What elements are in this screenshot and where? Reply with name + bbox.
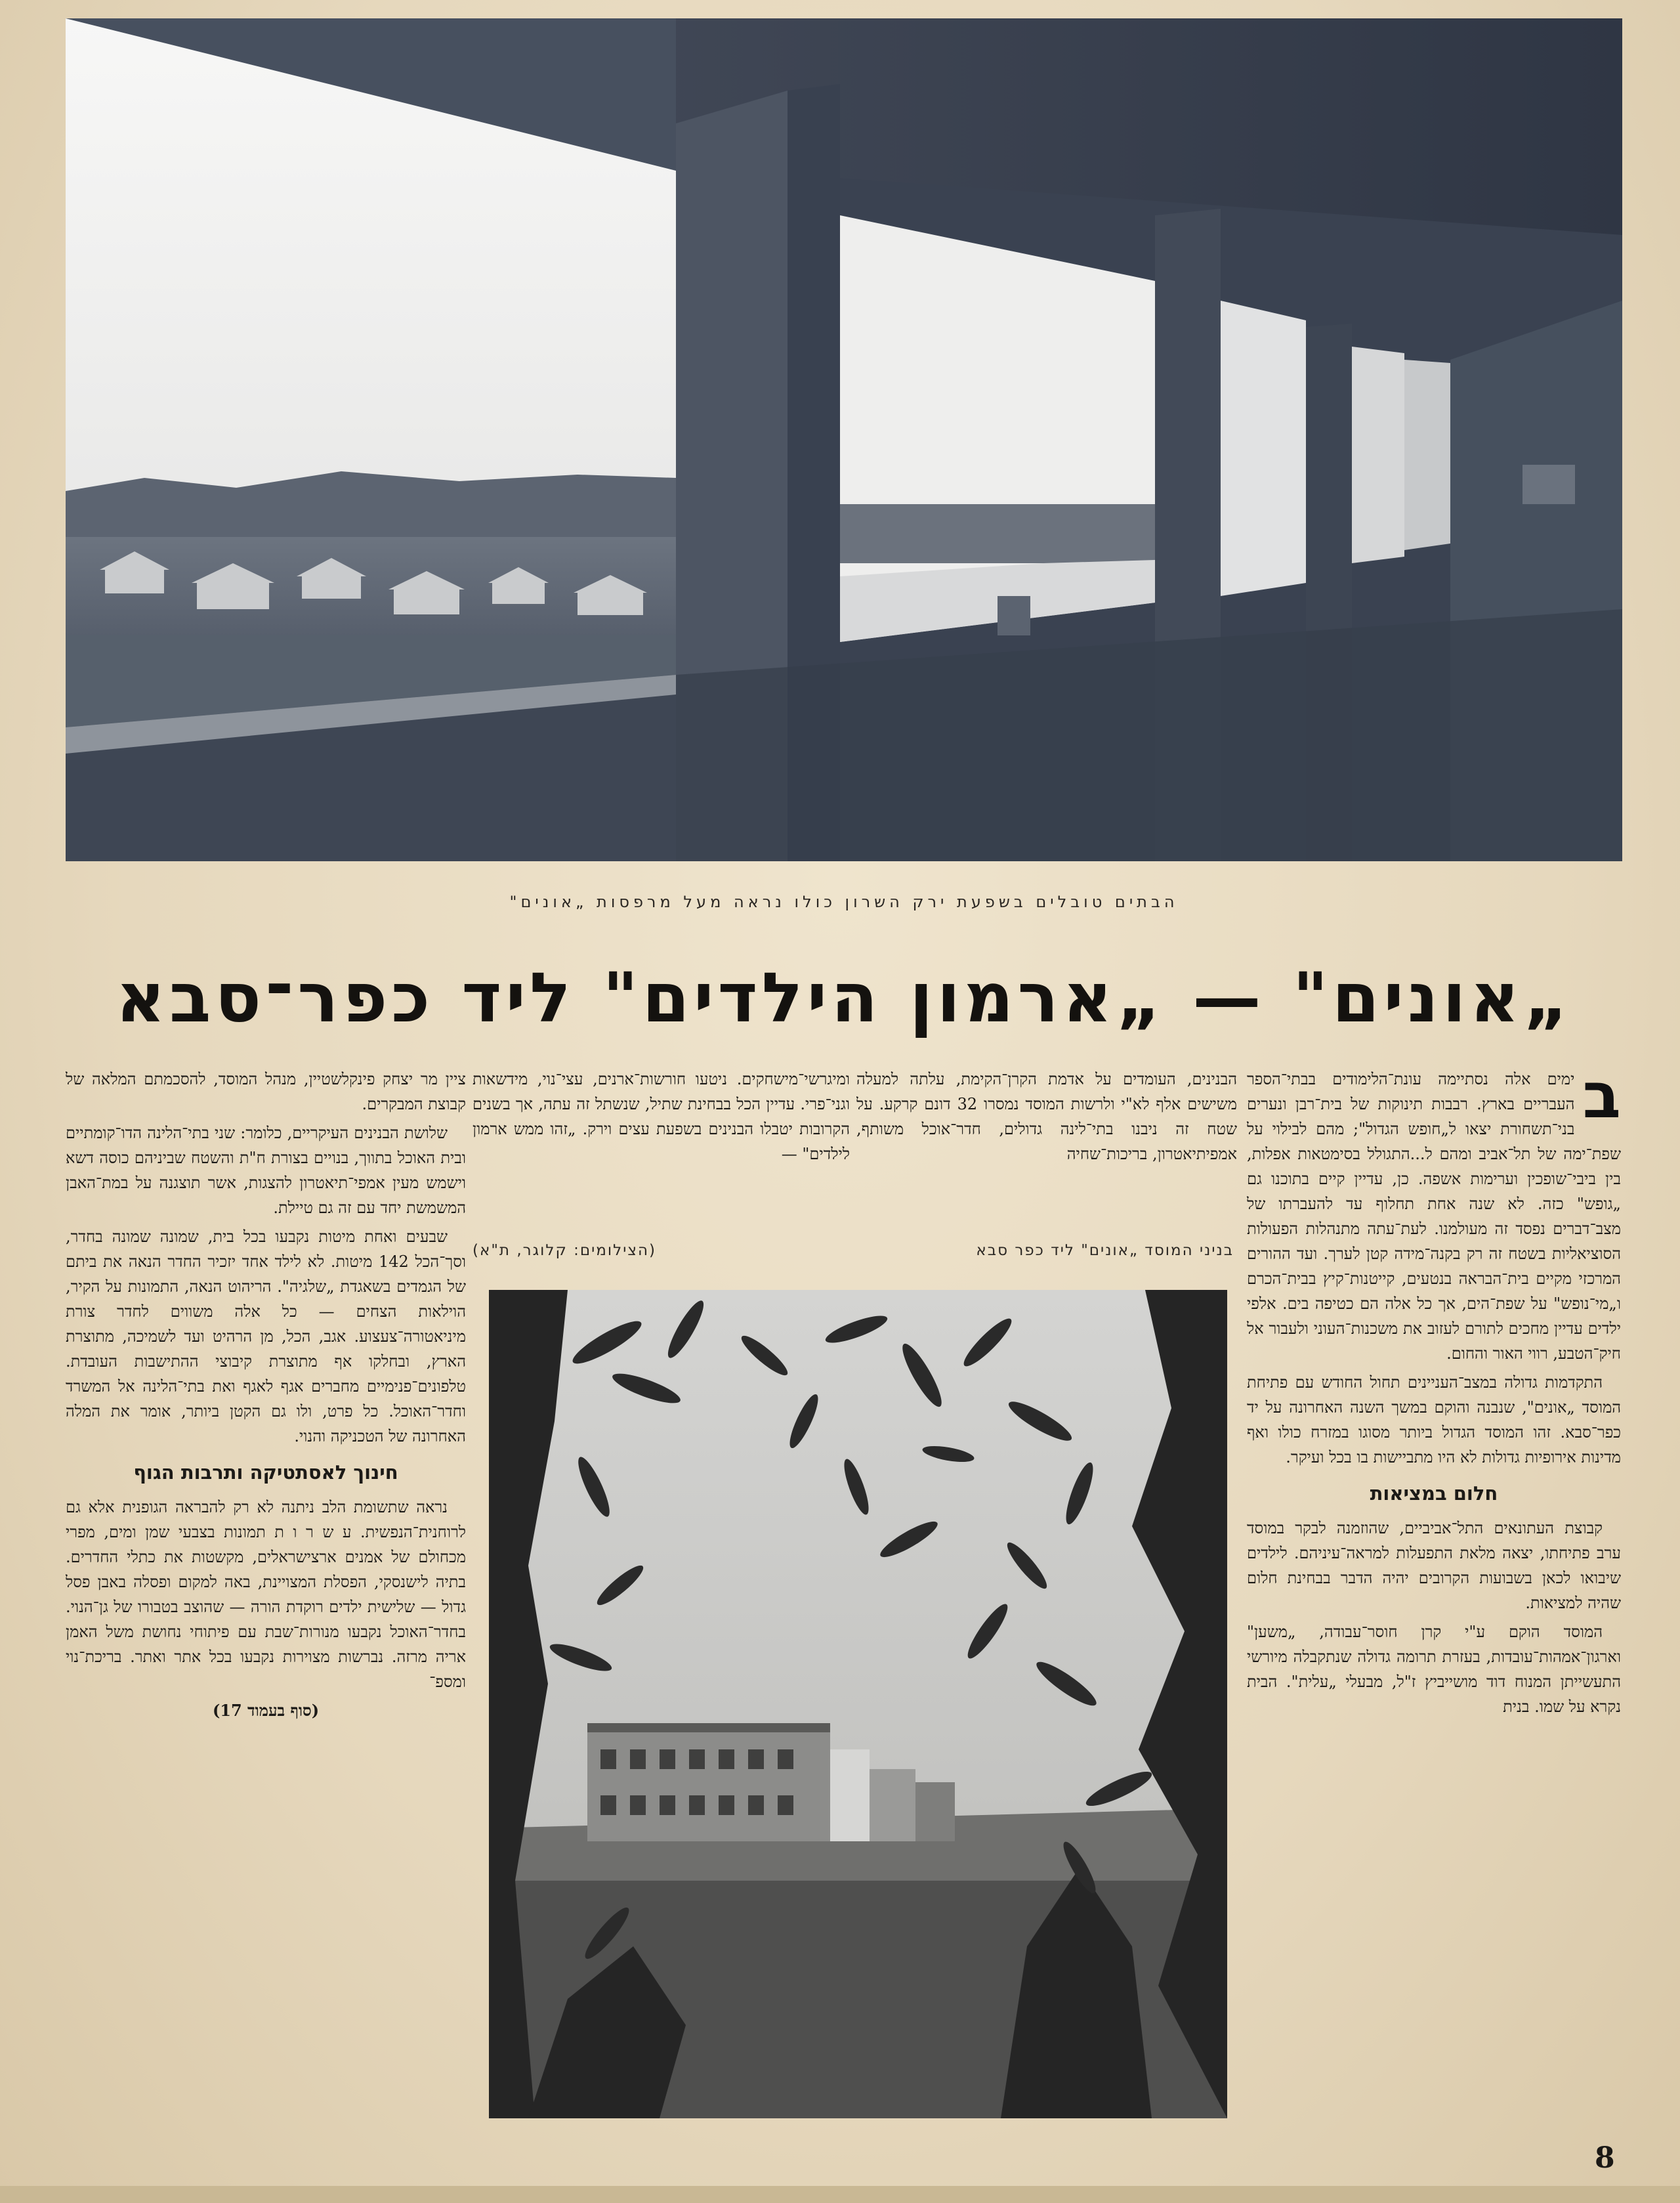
column2-paragraph-1: הבנינים, העומדים על אדמת הקרן־הקימת, עלתה למעלה משישים אלף לא"י ולרשות המוסד נמסרו 32 דונם קרקע. על שטח זה ניבנו בתי־לינה גדולים, חדר־אוכל משותף, אמפיתיאטרון, בריכות־שחיה xyxy=(856,1070,1237,1163)
continued-note: (סוף בעמוד 17) xyxy=(212,1701,320,1720)
column1-paragraph-2: התקדמות גדולה במצב־העניינים תחול החודש עם פתיחת המוסד „אונים", שנבנה והוקם במשך השנה האחרונה על יד כפר־סבא. זהו המוסד הגדול ביותר מסוגו במזרח כולו ואף מדינות אירופיות גדולות לא היו מתביישות בו בכל ועיקר. xyxy=(1247,1373,1621,1466)
article-column-3 xyxy=(472,1067,850,1211)
mid-photo-caption: בניני המוסד „אונים" ליד כפר סבא xyxy=(976,1242,1234,1259)
balcony-photo xyxy=(66,18,1622,861)
photo-credit: (הצילומים: קלוגר, ת"א) xyxy=(472,1242,656,1259)
article-column-1 xyxy=(1247,1067,1621,2124)
mid-photo-caption-row xyxy=(472,1242,1234,1266)
column1-paragraph-4: המוסד הוקם ע"י קרן חוסר־עבודה, „משען" וארגון־אמהות־עובדות, בעזרת תרומה גדולה שנתקבלה מיורשי התעשייתן המנוח דוד מושייביץ ז"ל, מבעלי „עלית". הבית נקרא על שמו. בנית xyxy=(1247,1623,1621,1716)
subheading-aesthetics: חינוך לאסתטיקה ותרבות הגוף xyxy=(133,1461,398,1484)
column3-paragraph-1: ומיגרשי־מישחקים. ניטעו חורשות־ארנים, עצי־נוי, מידשאות וגני־פרי. עדיין הכל בבחינת שתיל, שנשתל זה עתה, אך בשנים הקרובות יטבלו הבנינים בשפעת עצים וירק. „זהו ממש ארמון לילדים" — xyxy=(472,1070,850,1163)
article-column-4 xyxy=(66,1067,466,2130)
article-column-2 xyxy=(856,1067,1237,1211)
page-number: 8 xyxy=(1595,2141,1615,2175)
column4-paragraph-1: ציין מר יצחק פינקלשטיין, מנהל המוסד, להסכמתם המלאה של קבוצת המבקרים. xyxy=(66,1070,466,1113)
column4-paragraph-4: נראה שתשומת הלב ניתנה לא רק להבראה הגופנית אלא גם לרוחנית־הנפשית. ע ש ר ו ת תמונות בצבעי שמן ומים, מפרי מכחולם של אמנים ארצישראלים, מקשטות את כתלי החדרים. בתיה לישנסקי, הפסלת המצויינת, באה למקום ופסלה באבן פסל גדול — שלישית ילדים רוקדת הורה — שהוצב בטבורו של גן־הנוי. בחדר־האוכל נקבעו מנורות־שבת עם פיתוחי נחושת משל האמן אריה מרזה. נברשות מצוירות נקבעו בכל אתר ואתר. בריכת־נוי ומספ־ xyxy=(66,1498,466,1691)
column4-paragraph-3: שבעים ואחת מיטות נקבעו בכל בית, שמונה שמונה בחדר, וסך־הכל 142 מיטות. לא לילד אחד יזכיר החדר הנאה את ביתם של הגמדים בשאגדת „שלגיה". הריהוט הנאה, התמונות על הקיר, הוילאות הצחים — כל אלה משווים לחדר צורת מיניאטורה־צעצוע. אגב, הכל, מן הרהיט ועד לשמיכה, מתוצרת הארץ, ובחלקו אף מתוצרת קיבוצי ההתישבות העובדת. טלפונים־פנימיים מחברים אגף לאגף ואת בתי־הלינה אל המשרד וחדר־האוכל. כל פרט, ולו גם הקטן ביותר, אומר את המלה האחרונה של הטכניקה והנוי. xyxy=(66,1228,466,1445)
subheading-dream: חלום במציאות xyxy=(1370,1482,1498,1505)
column1-paragraph-1: ימים אלה נסתיימה עונת־הלימודים בבתי־הספר העבריים בארץ. רבבות תינוקות של בית־רבן ונערים בני־תשחורת יצאו ל„חופש הגדול"; מהם לבילוי על שפת־ימה של תל־אביב ומהם ל...התגולל בסימטאות אפלות, בין ביבי־שופכין וערימות אשפה. כן, עדיין קיים בתוכנו גם „גופש" כזה. לא שנה אחת תחלוף עד להעברתו של מצב־דברים נפסד זה מעולמנו. לעת־עתה מתנהלות הפעולות הסוציאליות בשטח זה רק בקנה־מידה קטן לערך. ועד ההורים המרכזי מקיים בית־הבראה בנטעים, קייטנות־קיץ בבית־הכרם ו„מי־נופש" על שפת־הים, אך כל אלה הם כטיפה בים. אלפי ילדים עדיין מחכים לתורם לעזוב את משכנות־העוני ולעבור אל חיק־הטבע, רווי האור והחום. xyxy=(1247,1070,1621,1363)
buildings-through-trees-photo xyxy=(489,1290,1227,2118)
drop-cap: ב xyxy=(1582,1067,1621,1132)
top-photo-caption: הבתים טובלים בשפעת ירק השרון כולו נראה מעל מרפסות „אונים" xyxy=(509,893,1179,911)
column1-paragraph-3: קבוצת העתונאים התל־אביביים, שהוזמנה לבקר במוסד ערב פתיחתו, יצאה מלאת התפעלות למראה־עיניהם. לילדים שיבואו לכאן בשבועות הקרובים יהיה הדבר בבחינת חלום שהיה למציאות. xyxy=(1247,1519,1621,1612)
article-headline: „אונים" — „ארמון הילדים" ליד כפר־סבא xyxy=(116,958,1572,1038)
page-bottom-edge xyxy=(0,2186,1680,2203)
column4-paragraph-2: שלושת הבנינים העיקריים, כלומר: שני בתי־הלינה הדו־קומתיים ובית האוכל בתווך, בנויים בצורת ח"ת והשטח שביניהם כוסה דשא וישמש מעין אמפי־תיאטרון להצגות, אשר תוצגנה על במת־האבן המשמשת יחד עם זה גם טיילת. xyxy=(66,1124,466,1217)
